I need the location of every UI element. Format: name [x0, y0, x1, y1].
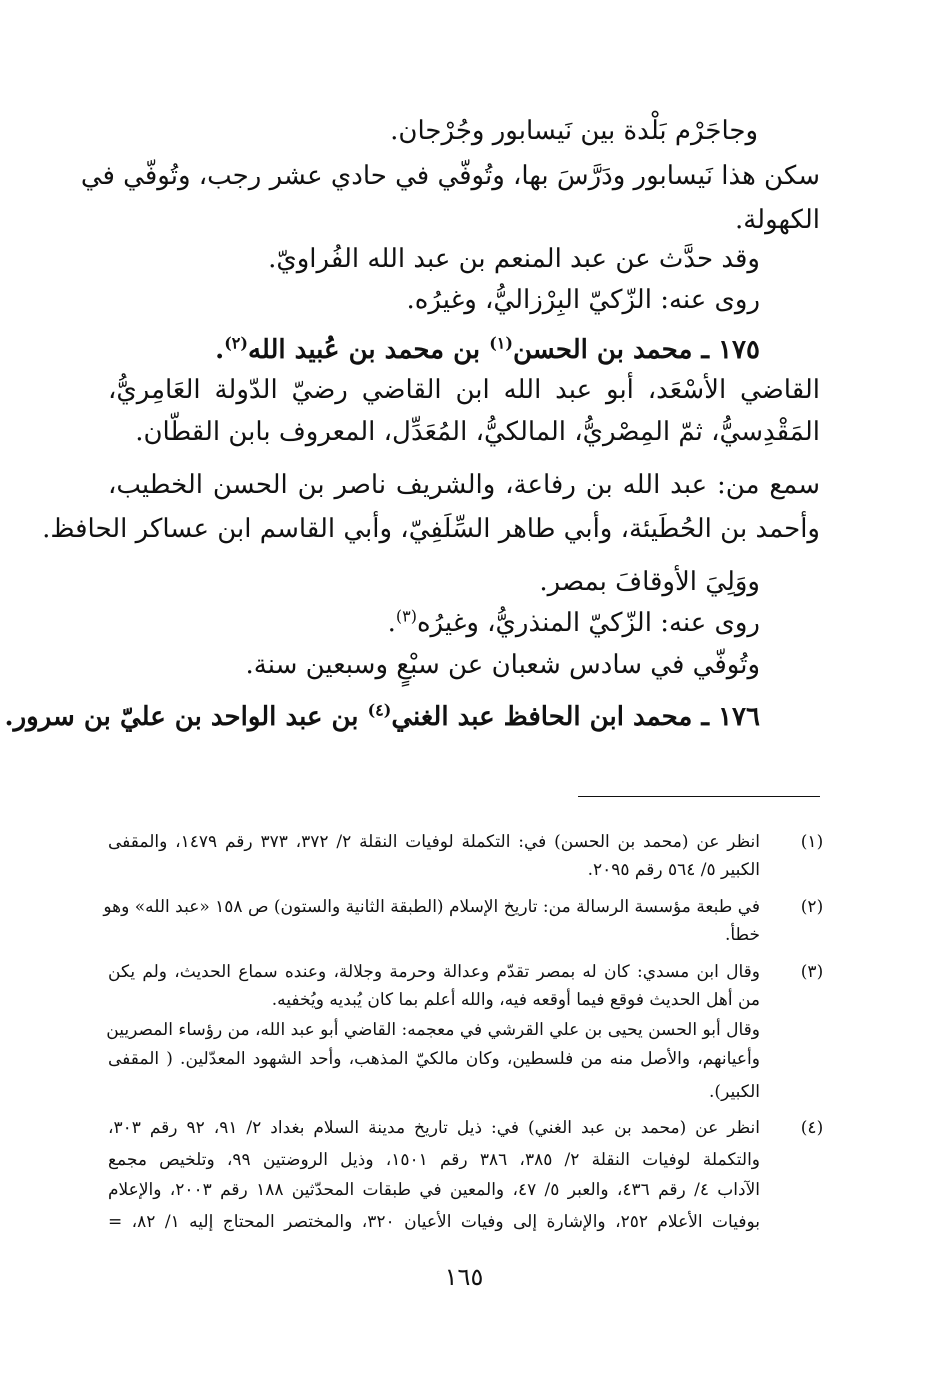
footnote-number: (١) — [800, 832, 824, 852]
rawa-end: . — [387, 608, 396, 638]
entry-title: . — [215, 335, 225, 365]
footnote-line: بوفيات الأعلام ٢٥٢، والإشارة إلى وفيات الأعيان ٣٢٠، والمختصر المحتاج إليه ١/ ٨٢، = — [108, 1212, 761, 1232]
entry-heading-176 — [5, 700, 760, 734]
footnote-number: (٤) — [800, 1118, 824, 1138]
footnote-number: (٢) — [800, 897, 824, 917]
entry-title: ١٧٥ ـ محمد بن الحسن — [512, 335, 760, 365]
footnote-line: الكبير). — [709, 1082, 760, 1102]
text-line: وقد حدَّث عن عبد المنعم بن عبد الله الفُراويّ. — [268, 244, 760, 274]
text-line: المَقْدِسيُّ، ثمّ المِصْريُّ، المالكيُّ، المُعَدِّل، المعروف بابن القطّان. — [135, 417, 820, 447]
footnote-ref: (٤) — [367, 700, 392, 720]
entry-title: بن عبد الواحد بن عليّ بن سرور. — [4, 702, 368, 732]
text-line — [388, 606, 760, 640]
text-line: وأحمد بن الحُطَيئة، وأبي طاهر السِّلَفِيّ، وأبي القاسم ابن عساكر الحافظ. — [42, 514, 820, 544]
text-line: وتُوفّي في سادس شعبان عن سبْعٍ وسبعين سنة. — [245, 650, 760, 680]
text-line: سمع من: عبد الله بن رفاعة، والشريف ناصر بن الحسن الخطيب، — [108, 470, 820, 500]
footnote-line: الكبير ٥/ ٥٦٤ رقم ٢٠٩٥. — [587, 860, 760, 880]
entry-heading-175 — [215, 333, 760, 367]
text-line: الكهولة. — [734, 205, 820, 235]
text-line: وجاجَرْم بَلْدة بين نَيسابور وجُرْجان. — [390, 116, 758, 146]
footnote-line: من أهل الحديث فوقع فيما أوقعه فيه، والله أعلم بما كان يُبديه ويُخفيه. — [271, 990, 760, 1010]
footnote-line: والتكملة لوفيات النقلة ٢/ ٣٨٥، ٣٨٦ رقم ١٥٠١، وذيل الروضتين ٩٩، وتلخيص مجمع — [108, 1150, 761, 1170]
page-number: ١٦٥ — [444, 1263, 484, 1291]
text-line: القاضي الأسْعَد، أبو عبد الله ابن القاضي رضيّ الدّولة العَامِريُّ، — [108, 375, 820, 405]
text-line: روى عنه: الزّكيّ البِرْزاليُّ، وغيرُه. — [406, 285, 760, 315]
footnote-line: انظر عن (محمد بن عبد الغني) في: ذيل تاريخ مدينة السلام بغداد ٢/ ٩١، ٩٢ رقم ٣٠٣، — [108, 1118, 760, 1138]
footnote-line: الآداب ٤/ رقم ٤٣٦، والعبر ٥/ ٤٧، والمعين في طبقات المحدّثين ١٨٨ رقم ٢٠٠٣، والإعلام — [108, 1180, 761, 1200]
text-line: سكن هذا نَيسابور ودَرَّسَ بها، وتُوفّي في حادي عشر رجب، وتُوفّي في — [80, 161, 820, 191]
footnote-ref: (٢) — [224, 333, 248, 353]
footnote-ref: (١) — [489, 333, 513, 353]
footnote-separator — [578, 796, 820, 797]
footnote-ref: (٣) — [395, 606, 417, 626]
entry-title: بن محمد بن عُبيد الله — [247, 335, 490, 365]
footnote-line: خطأ. — [724, 925, 760, 945]
rawa-text: روى عنه: الزّكيّ المنذريُّ، وغيرُه — [416, 608, 760, 638]
footnote-line: انظر عن (محمد بن الحسن) في: التكملة لوفيات النقلة ٢/ ٣٧٢، ٣٧٣ رقم ١٤٧٩، والمقفى — [108, 832, 760, 852]
footnote-line: وقال أبو الحسن يحيى بن علي القرشي في معجمه: القاضي أبو عبد الله، من رؤساء المصريين — [106, 1020, 760, 1040]
text-line: ووَلِيَ الأوقافَ بمصر. — [539, 567, 760, 597]
footnote-line: في طبعة مؤسسة الرسالة من: تاريخ الإسلام (الطبقة الثانية والستون) ص ١٥٨ «عبد الله» وهو — [103, 897, 760, 917]
footnote-line: وأعيانهم، والأصل منه من فلسطين، وكان مالكيّ المذهب، وأحد الشهود المعدّلين. ( المقفى — [108, 1049, 760, 1069]
footnote-line: وقال ابن مسدي: كان له بمصر تقدّم وعدالة وحرمة وجلالة، وعنده سماع الحديث، ولم يكن — [108, 962, 760, 982]
entry-title: ١٧٦ ـ محمد ابن الحافظ عبد الغني — [391, 702, 760, 732]
footnote-number: (٣) — [800, 962, 824, 982]
